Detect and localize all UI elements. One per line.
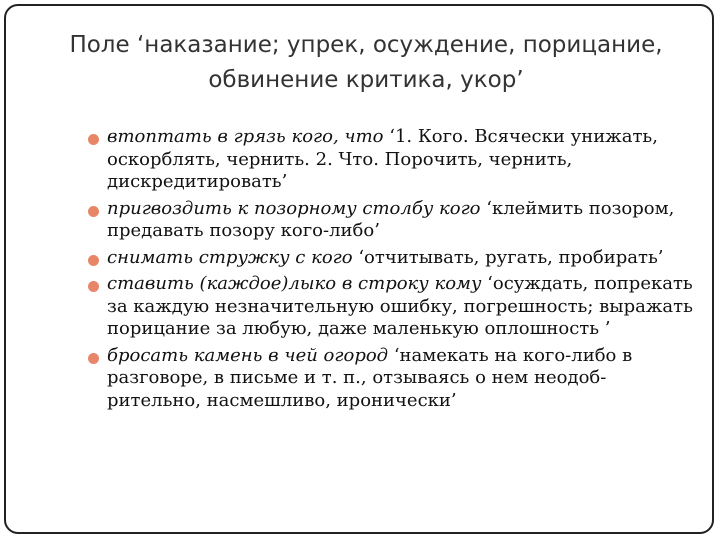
bullet-icon [88, 353, 99, 364]
slide-title [26, 28, 706, 98]
bullet-icon [88, 281, 99, 292]
list-item [88, 273, 698, 341]
list-item [88, 126, 698, 194]
idiom-phrase: ставить (каждое)лыко в строку кому [107, 273, 482, 294]
bullet-icon [88, 134, 99, 145]
list-item [88, 198, 698, 243]
idiom-definition: ‘отчитывать, ругать, пробирать’ [352, 246, 664, 268]
bullet-icon [88, 206, 99, 217]
idiom-definition: ‘1. Кого. Всячески унижать, оскорблять, чернить. 2. Что. Порочить, чернить, дискредитировать’ [107, 126, 658, 192]
idiom-phrase: бросать камень в чей огород [107, 344, 389, 366]
list-item [88, 345, 698, 413]
bullet-list [88, 126, 698, 416]
title-line-2: обвинение критика, укор’ [208, 67, 524, 93]
idiom-phrase: пригвоздить к позорному столбу кого [107, 197, 481, 219]
idiom-definition: ‘осуждать, попрекать за каждую незначительную ошибку, погрешность; выражать порицание за любую, даже маленькую оплошность ’ [107, 273, 693, 339]
idiom-definition: ‘клеймить позором, предавать позору кого-либо’ [107, 197, 675, 241]
idiom-phrase: снимать стружку с кого [107, 246, 353, 268]
bullet-icon [88, 255, 99, 266]
slide [4, 4, 714, 534]
idiom-phrase: втоптать в грязь кого, что [107, 126, 384, 147]
idiom-definition: ‘намекать на кого-либо в разговоре, в письме и т. п., отзываясь о нем неодоб-рительно, насмешливо, иронически’ [107, 344, 633, 411]
title-line-1: Поле ‘наказание; упрек, осуждение, порицание, [69, 32, 663, 58]
list-item [88, 247, 698, 270]
